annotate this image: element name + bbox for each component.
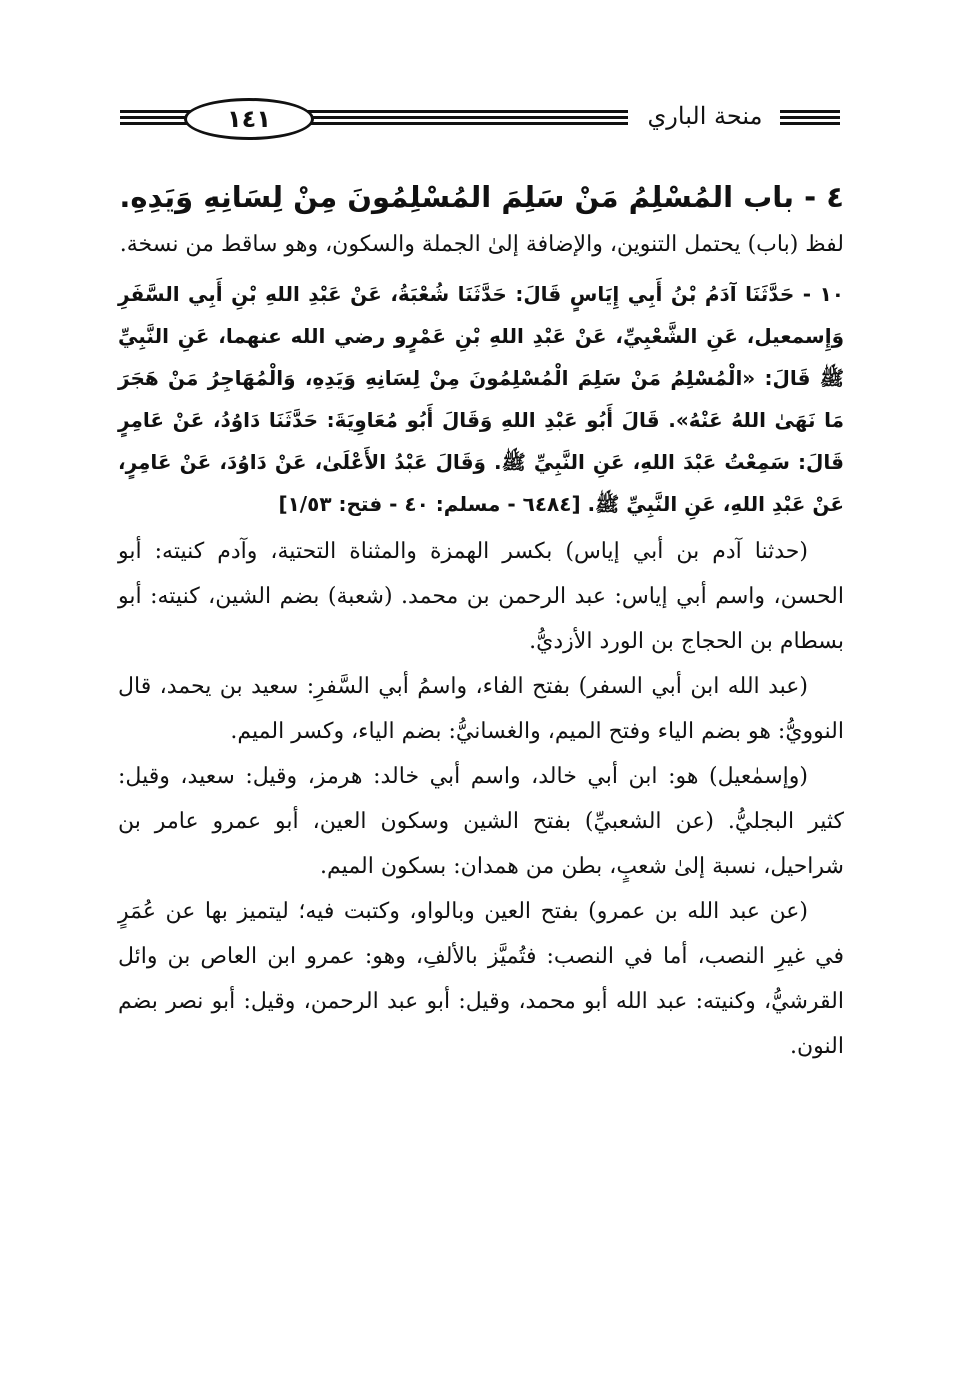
- page-number: ١٤١: [227, 105, 271, 133]
- paragraph-commentary: (وإسمٰعيل) هو: ابن أبي خالد، واسم أبي خالد: هرمز، وقيل: سعيد، وقيل: كثير البجليُّ. (عن الشعبيِّ) بفتح الشين وسكون العين، أبو عمرو عامر بن شراحيل، نسبة إلىٰ شعبٍ، بطن من همدان: بسكون الميم.: [118, 764, 844, 879]
- header-rule: [298, 122, 628, 125]
- page-header: [120, 92, 840, 152]
- page-body: [118, 172, 844, 1069]
- header-rule: [780, 116, 840, 119]
- header-rule: [298, 110, 628, 113]
- header-rule: [780, 110, 840, 113]
- paragraph-commentary: (عبد الله ابن أبي السفر) بفتح الفاء، واسمُ أبي السَّفرِ: سعيد بن يحمد، قال النوويُّ: هو بضم الياء وفتح الميم، والغسانيُّ: بضم الياء، وكسر الميم.: [118, 674, 844, 744]
- chapter-heading: ٤ - باب المُسْلِمُ مَنْ سَلِمَ المُسْلِمُونَ مِنْ لِسَانِهِ وَيَدِهِ.: [119, 180, 844, 214]
- header-rule: [298, 116, 628, 119]
- book-title: منحة الباري: [647, 102, 763, 130]
- paragraph-commentary: (عن عبد الله بن عمرو) بفتح العين وبالواو، وكتبت فيه؛ ليتميز بها عن عُمَرٍ في غيرِ النصب، أما في النصب: فتُميَّز بالألفِ، وهو: عمرو ابن العاص بن وائل القرشيُّ، وكنيته: عبد الله أبو محمد، وقيل: أبو عبد الرحمن، وقيل: أبو نصر بضم النون.: [118, 899, 844, 1059]
- paragraph-commentary: (حدثنا آدم بن أبي إياس) بكسر الهمزة والمثناة التحتية، وآدم كنيته: أبو الحسن، واسم أبي إياس: عبد الرحمن بن محمد. (شعبة) بضم الشين، كنيته: أبو بسطام بن الحجاج بن الورد الأزديُّ.: [118, 539, 844, 654]
- page-number-badge: [184, 98, 314, 140]
- header-rule: [780, 122, 840, 125]
- hadith-text: ١٠ - حَدَّثَنَا آدَمُ بْنُ أَبِي إِيَاسٍ قَالَ: حَدَّثَنَا شُعْبَةُ، عَنْ عَبْدِ اللهِ بْنِ أَبِي السَّفَرِ وَإِسمعيل، عَنِ الشَّعْبِيِّ، عَنْ عَبْدِ اللهِ بْنِ عَمْرٍو رضي الله عنهما، عَنِ النَّبِيِّ ﷺ قَالَ: «الْمُسْلِمُ مَنْ سَلِمَ الْمُسْلِمُونَ مِنْ لِسَانِهِ وَيَدِهِ، وَالْمُهَاجِرُ مَنْ هَجَرَ مَا نَهَىٰ اللهُ عَنْهُ». قَالَ أَبُو عَبْدِ اللهِ وَقَالَ أَبُو مُعَاوِيَةَ: حَدَّثَنَا دَاوُدُ، عَنْ عَامِرٍ قَالَ: سَمِعْتُ عَبْدَ اللهِ، عَنِ النَّبِيِّ ﷺ. وَقَالَ عَبْدُ الأَعْلَىٰ، عَنْ دَاوُدَ، عَنْ عَامِرٍ، عَنْ عَبْدِ اللهِ، عَنِ النَّبِيِّ ﷺ. [٦٤٨٤ - مسلم: ٤٠ - فتح: ١/٥٣]: [118, 282, 844, 516]
- paragraph-intro: لفظ (باب) يحتمل التنوين، والإضافة إلىٰ الجملة والسكون، وهو ساقط من نسخة.: [119, 232, 844, 257]
